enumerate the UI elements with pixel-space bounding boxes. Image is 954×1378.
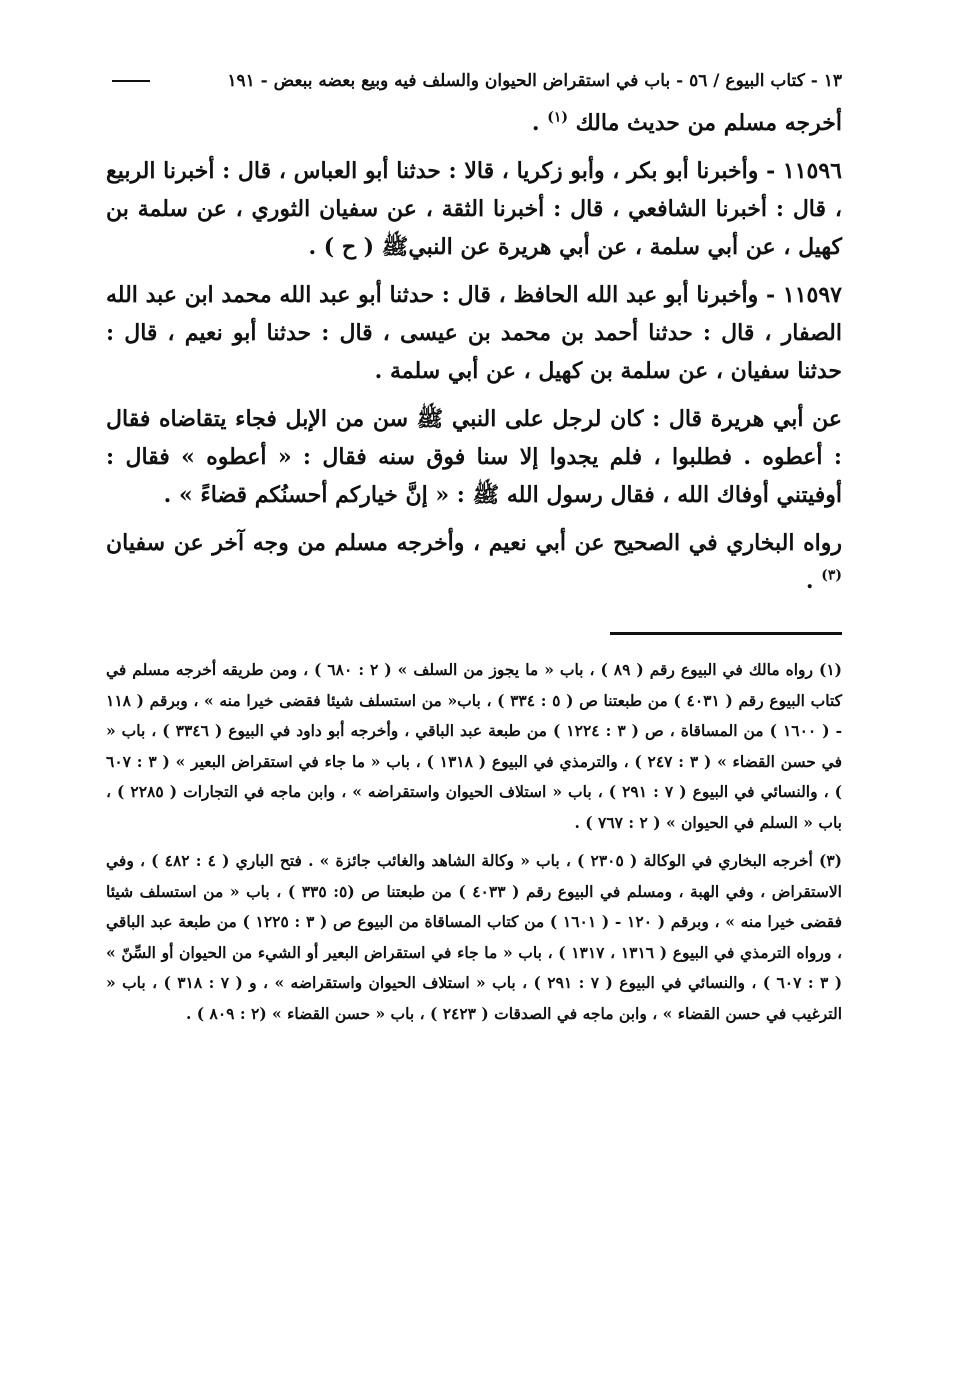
running-header [106,68,842,94]
page-content [106,68,842,1037]
footnote-ref-3: (٣) [821,567,842,584]
footnotes [106,655,842,1029]
hadith-11596: ١١٥٩٦ - وأخبرنا أبو بكر ، وأبو زكريا ، قالا : حدثنا أبو العباس ، قال : أخبرنا الربيع ، قال : أخبرنا الشافعي ، قال : أخبرنا الثقة ، عن سفيان الثوري ، عن سلمة بن كهيل ، عن أبي سلمة ، عن أبي هريرة عن النبيﷺ ( ح ) . [106,158,842,260]
header-rule [112,80,150,82]
hadith-11597: ١١٥٩٧ - وأخبرنا أبو عبد الله الحافظ ، قال : حدثنا أبو عبد الله محمد ابن عبد الله الصفار ، قال : حدثنا أحمد بن محمد بن عيسى ، قال : حدثنا أبو نعيم ، قال : حدثنا سفيان ، عن سلمة بن كهيل ، عن أبي سلمة . [106,282,842,384]
main-text [106,104,842,600]
paragraph-5-end: . [805,568,822,594]
footnote-ref-1: (١) [547,109,568,126]
paragraph-1-end: . [531,110,548,136]
footnote-1: (١) رواه مالك في البيوع رقم ( ٨٩ ) ، باب « ما يجوز من السلف » ( ٢ : ٦٨٠ ) ، ومن طريقه أخرجه مسلم في كتاب البيوع رقم ( ٤٠٣١ ) من طبعتنا ص ( ٥ : ٣٣٤ ) ، باب« من استسلف شيئا فقضى خيرا منه » ، وبرقم ( ١١٨ - ( ١٦٠٠ ) من المساقاة ، ص ( ٣ : ١٢٢٤ ) من طبعة عبد الباقي ، وأخرجه أبو داود في البيوع ( ٣٣٤٦ ) ، باب « في حسن القضاء » ( ٣ : ٢٤٧ ) ، والترمذي في البيوع ( ١٣١٨ ) ، باب « ما جاء في استقراض البعير » ( ٣ : ٦٠٧ ) ، والنسائي في البيوع ( ٧ : ٢٩١ ) ، باب « استلاف الحيوان واستقراضه » ، وابن ماجه في التجارات ( ٢٢٨٥ ) ، باب « السلم في الحيوان » ( ٢ : ٧٦٧ ) . [106,660,843,832]
paragraph-1 [106,104,842,142]
paragraph-1-text: أخرجه مسلم من حديث مالك [575,110,842,136]
hadith-matn: عن أبي هريرة قال : كان لرجل على النبي ﷺ سن من الإبل فجاء يتقاضاه فقال : أعطوه . فطلبوا ، فلم يجدوا إلا سنا فوق سنه فقال : « أعطوه » فقال : أوفيتني أوفاك الله ، فقال رسول الله ﷺ : « إنَّ خياركم أحسنُكم قضاءً » . [106,406,842,508]
paragraph-5-text: رواه البخاري في الصحيح عن أبي نعيم ، وأخرجه مسلم من وجه آخر عن سفيان [106,530,842,556]
running-title: ١٣ - كتاب البيوع / ٥٦ - باب في استقراض الحيوان والسلف فيه وبيع بعضه ببعض - ١٩١ [227,71,842,91]
footnote-divider [610,632,842,635]
footnote-3: (٣) أخرجه البخاري في الوكالة ( ٢٣٠٥ ) ، باب « وكالة الشاهد والغائب جائزة » . فتح الباري ( ٤ : ٤٨٢ ) ، وفي الاستقراض ، وفي الهبة ، ومسلم في البيوع رقم ( ٤٠٣٣ ) من طبعتنا ص (٥: ٣٣٥ ) ، باب « من استسلف شيئا فقضى خيرا منه » ، وبرقم ( ١٢٠ - ( ١٦٠١ ) من كتاب المساقاة من البيوع ص ( ٣ : ١٢٢٥ ) من طبعة عبد الباقي ، ورواه الترمذي في البيوع ( ١٣١٦ ، ١٣١٧ ) ، باب « ما جاء في استقراض البعير أو الشيء من الحيوان أو السِّنّ » ( ٣ : ٦٠٧ ) ، والنسائي في البيوع ( ٧ : ٢٩١ ) ، باب « استلاف الحيوان واستقراضه » ، و ( ٧ : ٣١٨ ) ، باب « الترغيب في حسن القضاء » ، وابن ماجه في الصدقات ( ٢٤٢٣ ) ، باب « حسن القضاء » (٢ : ٨٠٩ ) . [106,851,843,1023]
paragraph-5 [106,524,842,600]
